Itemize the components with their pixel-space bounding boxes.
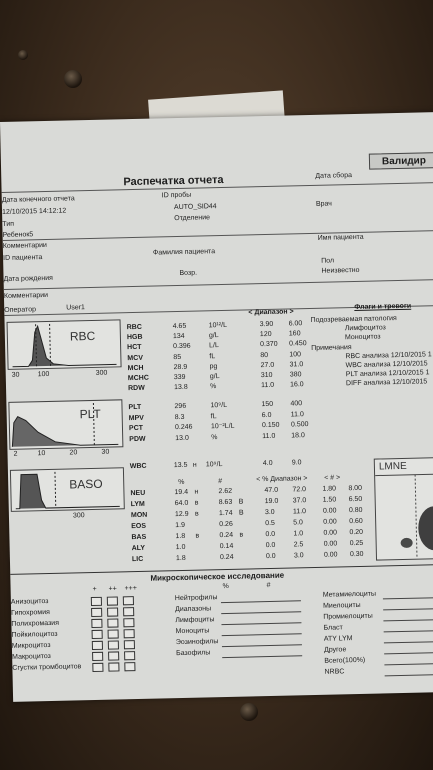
divider bbox=[3, 230, 433, 241]
diff-abs: 0.24 bbox=[219, 553, 234, 562]
micro-left-item: Полихромазия bbox=[11, 619, 60, 628]
grade-header: ++ bbox=[108, 585, 117, 593]
micro-right-item: Другое bbox=[323, 646, 347, 654]
param-low: 11.0 bbox=[262, 432, 276, 440]
diff-range-pct-header: < % Диапазон > bbox=[256, 475, 308, 484]
wbc-value: 13.5 bbox=[173, 461, 188, 470]
diff-pct: 12.9 bbox=[174, 510, 189, 519]
grade-checkbox bbox=[92, 630, 103, 639]
grade-checkbox bbox=[107, 596, 118, 605]
diff-pct: 1.8 bbox=[175, 554, 186, 563]
diff-low-pct: 0.0 bbox=[265, 530, 276, 539]
diff-high-abs: 0.20 bbox=[349, 528, 364, 537]
diff-low-abs: 1.50 bbox=[322, 496, 337, 504]
diff-abs-header: # bbox=[218, 478, 223, 486]
param-name: MCHC bbox=[127, 374, 149, 383]
note-item: WBC анализа 12/10/2015 bbox=[345, 360, 428, 370]
diff-abs: 0.26 bbox=[219, 520, 233, 529]
param-value: 134 bbox=[172, 333, 185, 341]
diff-flag: в bbox=[194, 510, 199, 518]
rbc-tick: 30 bbox=[11, 371, 20, 379]
micro-right-item: Метамиелоциты bbox=[322, 590, 377, 599]
grade-checkbox bbox=[91, 597, 102, 606]
grade-checkbox bbox=[92, 652, 103, 661]
diff-high-abs: 8.00 bbox=[348, 484, 363, 493]
param-value: 13.0 bbox=[175, 434, 189, 442]
diff-low-pct: 0.5 bbox=[265, 519, 275, 528]
entry-line bbox=[383, 619, 433, 621]
diff-pct: 64.0 bbox=[174, 499, 189, 508]
param-high: 31.0 bbox=[289, 360, 304, 369]
micro-left-item: Пойкилоцитоз bbox=[11, 630, 58, 639]
grade-checkbox bbox=[124, 651, 135, 660]
param-high: 400 bbox=[290, 400, 303, 408]
sample-id-label: ID пробы bbox=[161, 191, 192, 200]
param-low: 80 bbox=[260, 351, 269, 359]
flags-title: Флаги и тревоги bbox=[354, 302, 412, 312]
note-item: RBC анализа 12/10/2015 1 bbox=[345, 351, 432, 361]
diff-flag: в bbox=[195, 532, 200, 540]
diff-low-abs: 0.00 bbox=[323, 540, 338, 548]
param-name: RDW bbox=[128, 384, 145, 393]
comments2-label: Комментарии bbox=[3, 291, 49, 300]
bolt-icon bbox=[64, 70, 82, 88]
entry-line bbox=[383, 597, 433, 599]
param-value: 13.8 bbox=[173, 383, 188, 392]
grade-header: + bbox=[92, 585, 97, 594]
validate-label: Валидир bbox=[369, 152, 433, 170]
bolt-icon bbox=[18, 50, 28, 60]
diff-low-abs: 0.00 bbox=[322, 507, 337, 515]
param-value: 339 bbox=[173, 373, 186, 382]
note-item: DIFF анализа 12/10/2015 bbox=[345, 378, 428, 388]
sex-value: Неизвестно bbox=[321, 266, 360, 275]
diff-abs: 0.24 bbox=[219, 531, 234, 540]
diff-high-pct: 2.5 bbox=[293, 541, 304, 549]
grade-checkbox bbox=[123, 607, 134, 616]
param-high: 0.500 bbox=[290, 421, 309, 429]
param-name: PCT bbox=[128, 424, 144, 433]
param-unit: 10¹²/L bbox=[208, 321, 228, 330]
type-value: Ребенок5 bbox=[2, 231, 34, 239]
lmne-scatter bbox=[374, 457, 433, 561]
micro-middle-item: Диапазоны bbox=[175, 605, 212, 614]
entry-line bbox=[222, 644, 302, 647]
grade-checkbox bbox=[124, 662, 135, 671]
diff-pct-header: % bbox=[178, 478, 185, 487]
sample-date-label: Дата сбора bbox=[315, 172, 353, 180]
diff-abs: 8.63 bbox=[218, 498, 233, 507]
diff-flag: в bbox=[239, 531, 244, 539]
rbc-histogram bbox=[7, 319, 122, 370]
param-unit: 10⁻²L/L bbox=[210, 422, 235, 431]
rbc-tick: 100 bbox=[37, 370, 50, 379]
diff-flag: в bbox=[194, 499, 199, 507]
grade-checkbox bbox=[92, 641, 103, 650]
param-unit: fL bbox=[209, 352, 216, 360]
diff-name: LIC bbox=[131, 555, 144, 564]
diff-name: ALY bbox=[131, 544, 146, 553]
param-high: 11.0 bbox=[290, 410, 304, 418]
param-name: MCH bbox=[127, 364, 144, 372]
diff-low-abs: 0.00 bbox=[323, 529, 338, 537]
param-value: 0.246 bbox=[174, 423, 193, 432]
doctor-label: Врач bbox=[315, 200, 332, 208]
param-unit: % bbox=[211, 433, 218, 441]
diff-low-pct: 19.0 bbox=[264, 497, 279, 506]
param-name: PDW bbox=[129, 435, 146, 443]
entry-line bbox=[384, 663, 433, 665]
param-low: 0.150 bbox=[261, 421, 280, 430]
micro-pct-header: % bbox=[222, 582, 229, 591]
param-unit: g/L bbox=[209, 373, 220, 381]
micro-left-item: Гипохромия bbox=[11, 608, 50, 617]
diff-pct: 19.4 bbox=[174, 488, 189, 497]
wbc-name: WBC bbox=[129, 462, 147, 471]
baso-tick: 300 bbox=[72, 512, 85, 520]
param-name: RBC bbox=[126, 323, 142, 332]
micro-abs-header: # bbox=[266, 581, 271, 590]
diff-name: NEU bbox=[130, 489, 146, 498]
diff-high-abs: 0.60 bbox=[349, 517, 363, 526]
param-value: 28.9 bbox=[173, 363, 188, 371]
param-high: 160 bbox=[288, 330, 301, 338]
diff-low-pct: 3.0 bbox=[264, 508, 275, 517]
grade-checkbox bbox=[123, 618, 134, 627]
grade-checkbox bbox=[108, 640, 119, 649]
baso-curve bbox=[11, 468, 124, 511]
operator-label: Оператор bbox=[4, 306, 37, 314]
patient-surname-label: Фамилия пациента bbox=[152, 248, 216, 257]
rbc-curve bbox=[8, 320, 121, 369]
param-name: MCV bbox=[127, 354, 144, 362]
entry-line bbox=[384, 652, 433, 654]
diff-high-pct: 5.0 bbox=[293, 519, 303, 527]
micro-right-item: ATY LYM bbox=[323, 635, 353, 643]
plt-tick: 30 bbox=[101, 448, 110, 456]
entry-line bbox=[221, 600, 301, 603]
grade-checkbox bbox=[91, 619, 102, 628]
param-value: 4.65 bbox=[172, 322, 187, 331]
micro-right-item: Бласт bbox=[323, 624, 343, 632]
param-low: 11.0 bbox=[260, 382, 275, 390]
entry-line bbox=[384, 630, 433, 632]
param-unit: g/L bbox=[208, 332, 219, 340]
diff-name: MON bbox=[130, 511, 148, 520]
diff-flag: н bbox=[194, 488, 199, 496]
plt-tick: 20 bbox=[69, 449, 78, 457]
baso-hist-label: BASO bbox=[69, 476, 103, 492]
diff-high-pct: 11.0 bbox=[292, 508, 307, 516]
grade-checkbox bbox=[108, 651, 119, 660]
diff-low-pct: 0.0 bbox=[265, 541, 276, 550]
final-report-label: Дата конечного отчета bbox=[1, 195, 75, 204]
grade-checkbox bbox=[91, 608, 102, 617]
micro-left-item: Микроцитоз bbox=[11, 641, 51, 650]
param-low: 310 bbox=[260, 371, 273, 380]
param-unit: fL bbox=[210, 412, 217, 420]
report-sheet bbox=[0, 112, 433, 702]
wbc-high: 9.0 bbox=[291, 459, 302, 467]
patient-name-label: Имя пациента bbox=[317, 233, 364, 242]
diff-name: BAS bbox=[131, 533, 147, 542]
micro-right-item: Промиелоциты bbox=[323, 612, 373, 621]
micro-left-item: Макроцитоз bbox=[12, 652, 51, 661]
plt-curve bbox=[9, 400, 122, 449]
micro-right-item: Всего(100%) bbox=[324, 656, 366, 665]
entry-line bbox=[384, 641, 433, 643]
diff-high-pct: 1.0 bbox=[293, 530, 304, 538]
entry-line bbox=[221, 611, 301, 614]
micro-title: Микроскопическое исследование bbox=[150, 570, 285, 583]
micro-left-item: Сгустки тромбоцитов bbox=[12, 663, 82, 672]
plt-histogram bbox=[8, 399, 123, 450]
entry-line bbox=[222, 633, 302, 636]
diff-low-abs: 0.00 bbox=[323, 551, 338, 559]
wbc-low: 4.0 bbox=[262, 459, 273, 468]
diff-high-abs: 0.30 bbox=[349, 550, 364, 559]
param-value: 8.3 bbox=[174, 413, 185, 421]
operator-value: User1 bbox=[66, 304, 86, 312]
baso-histogram bbox=[10, 467, 125, 512]
notes-label: Примечания bbox=[311, 344, 352, 352]
diff-high-pct: 72.0 bbox=[292, 486, 307, 494]
diff-high-abs: 6.50 bbox=[348, 495, 363, 504]
final-report-value: 12/10/2015 14:12:12 bbox=[1, 207, 67, 216]
param-low: 120 bbox=[259, 331, 272, 339]
diff-high-abs: 0.80 bbox=[348, 506, 363, 515]
grade-checkbox bbox=[123, 596, 134, 605]
param-low: 3.90 bbox=[259, 320, 274, 329]
diff-high-abs: 0.25 bbox=[349, 539, 364, 548]
param-name: MPV bbox=[128, 414, 144, 422]
entry-line bbox=[383, 608, 433, 610]
plt-tick: 10 bbox=[37, 450, 46, 458]
grade-checkbox bbox=[124, 640, 135, 649]
param-value: 296 bbox=[174, 402, 187, 411]
param-low: 0.370 bbox=[260, 341, 278, 349]
range-header: < Диапазон > bbox=[248, 308, 294, 317]
rbc-tick: 300 bbox=[95, 369, 108, 377]
micro-middle-item: Базофилы bbox=[176, 649, 211, 658]
rbc-hist-label: RBC bbox=[69, 328, 96, 344]
plt-hist-label: PLT bbox=[79, 406, 101, 422]
param-unit: L/L bbox=[209, 342, 219, 350]
diff-range-abs-header: < # > bbox=[324, 474, 341, 482]
diff-abs: 1.74 bbox=[218, 509, 233, 518]
grade-checkbox bbox=[108, 629, 119, 638]
note-item: PLT анализа 12/10/2015 1 bbox=[345, 369, 430, 379]
param-high: 16.0 bbox=[289, 381, 304, 389]
grade-checkbox bbox=[107, 618, 118, 627]
diff-name: LYM bbox=[130, 500, 145, 509]
comments-label: Комментарии bbox=[2, 241, 47, 250]
micro-middle-item: Нейтрофилы bbox=[174, 594, 218, 603]
diff-pct: 1.8 bbox=[175, 532, 186, 541]
micro-middle-item: Эозинофилы bbox=[175, 638, 219, 647]
grade-checkbox bbox=[108, 662, 119, 671]
entry-line bbox=[222, 655, 302, 658]
lmne-label: LMNE bbox=[378, 460, 407, 473]
param-low: 27.0 bbox=[260, 361, 275, 369]
grade-checkbox bbox=[124, 629, 135, 638]
diff-abs: 0.14 bbox=[219, 542, 234, 551]
param-unit: % bbox=[209, 383, 217, 391]
wbc-flag: н bbox=[192, 461, 197, 469]
entry-line bbox=[221, 622, 301, 625]
wbc-unit: 10⁹/L bbox=[205, 461, 223, 469]
entry-line bbox=[385, 674, 433, 676]
diff-name: EOS bbox=[131, 522, 147, 531]
diff-low-pct: 0.0 bbox=[265, 552, 276, 561]
param-low: 150 bbox=[261, 400, 274, 409]
param-name: HGB bbox=[126, 334, 143, 342]
report-title: Распечатка отчета bbox=[123, 173, 224, 189]
bolt-icon bbox=[240, 703, 258, 721]
diff-abs: 2.62 bbox=[218, 487, 233, 496]
param-high: 100 bbox=[289, 350, 302, 359]
diff-high-pct: 37.0 bbox=[292, 497, 307, 505]
diff-low-abs: 0.00 bbox=[323, 518, 337, 526]
param-name: HCT bbox=[127, 344, 142, 352]
grade-header: +++ bbox=[124, 585, 137, 593]
divider bbox=[4, 279, 433, 290]
micro-right-item: Миелоциты bbox=[322, 601, 361, 610]
birth-date-label: Дата рождения bbox=[3, 274, 54, 283]
grade-checkbox bbox=[107, 607, 118, 616]
diff-low-pct: 47.0 bbox=[264, 486, 279, 495]
diff-flag: В bbox=[238, 509, 244, 517]
suspected-label: Подозреваемая патология bbox=[310, 315, 397, 325]
diff-flag: В bbox=[238, 498, 244, 506]
grade-checkbox bbox=[92, 663, 103, 672]
micro-right-item: NRBC bbox=[324, 668, 345, 676]
param-high: 380 bbox=[289, 371, 302, 379]
sex-label: Пол bbox=[321, 257, 335, 265]
department-label: Отделение bbox=[174, 214, 211, 223]
param-value: 85 bbox=[173, 353, 182, 361]
micro-middle-item: Моноциты bbox=[175, 627, 210, 636]
diff-low-abs: 1.80 bbox=[322, 485, 337, 493]
flag-item: Моноцитоз bbox=[344, 333, 381, 342]
diff-high-pct: 3.0 bbox=[293, 552, 304, 560]
sample-id-value: AUTO_SID44 bbox=[173, 203, 217, 212]
lmne-dots bbox=[375, 458, 433, 560]
param-unit: pg bbox=[209, 362, 218, 371]
param-low: 6.0 bbox=[261, 411, 272, 419]
diff-pct: 1.9 bbox=[175, 521, 186, 530]
age-label: Возр. bbox=[179, 269, 198, 277]
param-unit: 10⁹/L bbox=[210, 401, 228, 410]
micro-middle-item: Лимфоциты bbox=[175, 616, 215, 625]
plt-tick: 2 bbox=[13, 450, 18, 458]
diff-pct: 1.0 bbox=[175, 543, 186, 552]
param-name: PLT bbox=[128, 403, 142, 412]
param-high: 18.0 bbox=[291, 431, 305, 439]
param-high: 6.00 bbox=[288, 320, 303, 328]
flag-item: Лимфоцитоз bbox=[344, 324, 386, 333]
type-label: Тип bbox=[2, 220, 15, 228]
patient-id-label: ID пациента bbox=[3, 254, 43, 262]
param-high: 0.450 bbox=[289, 340, 307, 348]
micro-left-item: Анизоцитоз bbox=[10, 598, 49, 606]
param-value: 0.396 bbox=[173, 343, 191, 351]
